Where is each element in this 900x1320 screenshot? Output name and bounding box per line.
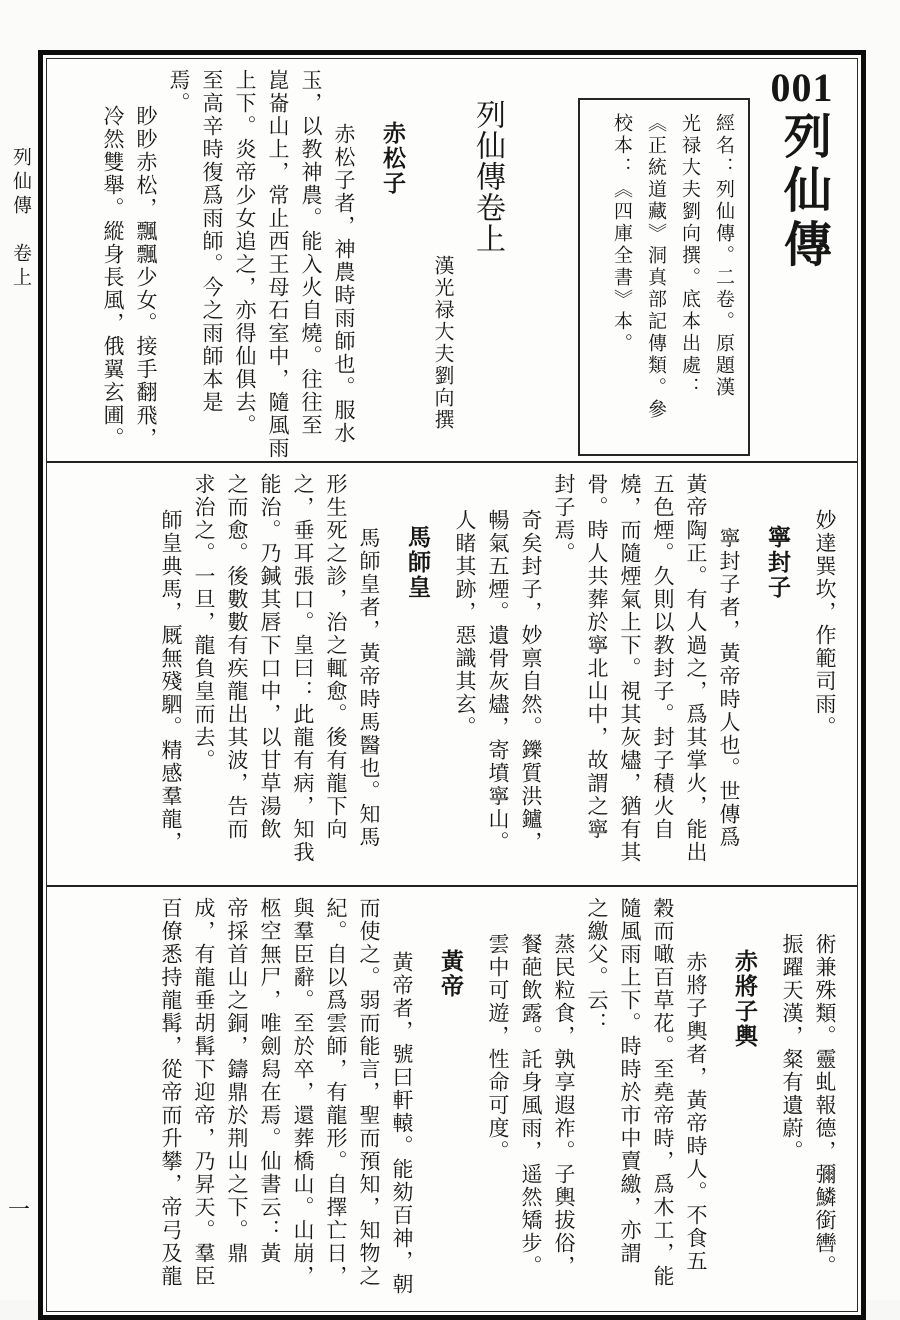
text-column: 寧封子者，黃帝時人也。世傳爲 [717,527,741,849]
text-column: 奇矣封子，妙禀自然。鑠質洪鑪， [519,509,543,854]
text-column: 寧封子 [765,525,790,600]
text-column: 玉，以教神農。能入火自燒。往往至 [299,69,323,437]
text-column: 而使之。弱而能言，聖而預知，知物之 [357,897,381,1288]
text-column: 崑崙山上，常止西王母石室中，隨風雨 [266,69,290,460]
text-column: 黃帝 [438,949,463,999]
text-column: 赤松子者，神農時雨師也。服水 [332,123,356,445]
colophon-columns [580,100,748,454]
column-flow-bottom [158,897,838,1309]
text-column: 求治之。一旦，龍負皇而去。 [192,473,216,772]
colophon-column: 經名：列仙傳。二卷。原題漢 [713,113,734,399]
text-column: 隨風雨上下。時時於市中賣繳，亦謂 [618,897,642,1265]
text-column: 百僚悉持龍髯，從帝而升攀，帝弓及龍 [159,897,183,1288]
text-column: 雲中可遊，性命可度。 [486,933,510,1163]
text-column: 冷然雙舉。縱身長風，俄翼玄圃。 [101,105,125,450]
folio-number: 001 [770,65,834,110]
text-column: 柩空無尸，唯劍舄在焉。仙書云：黃 [258,897,282,1265]
text-column: 五色煙。久則以教封子。封子積火自 [651,473,675,841]
text-column: 馬師皇 [405,525,430,600]
text-column: 焉。 [167,69,191,115]
column-flow-middle [158,473,838,883]
outer-margin [0,0,38,1300]
text-column: 黃帝者，號曰軒轅。能劾百神，朝 [390,951,414,1296]
band-bottom [47,887,857,1311]
text-column: 形生死之診，治之輒愈。後有龍下向 [324,473,348,841]
text-column: 之繳父。云： [585,897,609,1035]
column-flow-top [100,69,509,459]
book-title: 列仙傳 [776,111,830,273]
text-column: 穀而噉百草花。至堯帝時，爲木工，能 [651,897,675,1288]
text-column: 赤將子輿 [732,949,757,1049]
text-column: 蒸民粒食，孰享遐祚。子輿拔俗， [552,933,576,1278]
text-column: 漢光禄大夫劉向撰 [431,255,453,431]
text-column: 列仙傳卷上 [471,99,504,254]
text-column: 封子焉。 [552,473,576,565]
page-border [38,50,866,1320]
colophon-column: 校本：《四庫全書》本。 [611,113,632,355]
text-column: 與羣臣辭。至於卒，還葬橋山。山崩， [291,897,315,1288]
text-column: 紀。自以爲雲師，有龍形。自擇亡日， [324,897,348,1288]
colophon-column: 光禄大夫劉向撰。底本出處： [679,113,700,399]
text-column: 之而愈。後數數有疾龍出其波，告而 [225,473,249,841]
text-column: 人睹其跡，惡識其玄。 [453,509,477,739]
band-top [47,59,857,463]
band-middle [47,463,857,887]
title-cluster [767,67,837,273]
page-number: 一 [8,1197,31,1222]
text-column: 術兼殊類。靈虬報德，彌鱗銜轡。 [813,933,837,1278]
text-column: 之，垂耳張口。皇曰：此龍有病，知我 [291,473,315,864]
text-column: 至高辛時復爲雨師。今之雨師本是 [200,69,224,414]
text-column: 燒，而隨煙氣上下。視其灰燼，猶有其 [618,473,642,864]
text-column: 眇眇赤松，飄飄少女。接手翻飛， [134,105,158,450]
text-column: 妙達巽坎，作範司雨。 [813,509,837,739]
text-column: 赤松子 [380,121,405,196]
text-column: 暢氣五煙。遺骨灰燼，寄墳寧山。 [486,509,510,854]
text-column: 上下。炎帝少女追之，亦得仙俱去。 [233,69,257,437]
text-column: 成，有龍垂胡髯下迎帝，乃昇天。羣臣 [192,897,216,1288]
text-column: 骨。時人共葬於寧北山中，故謂之寧 [585,473,609,841]
running-title: 列仙傳 卷上 [10,147,31,291]
colophon-box [578,98,750,456]
text-column: 赤將子輿者，黃帝時人。不食五 [684,951,708,1273]
text-area [46,58,858,1312]
text-column: 振躍天漢，粲有遺蔚。 [780,933,804,1163]
text-column: 師皇典馬，厩無殘駟。精感羣龍， [159,509,183,854]
text-column: 能治。乃鍼其唇下口中，以甘草湯飲 [258,473,282,841]
text-column: 黃帝陶正。有人過之，爲其掌火，能出 [684,473,708,864]
colophon-column: 《正統道藏》洞真部記傳類。參 [645,113,666,421]
text-column: 帝採首山之銅，鑄鼎於荆山之下。鼎 [225,897,249,1265]
text-column: 馬師皇者，黃帝時馬醫也。知馬 [357,527,381,849]
text-column: 餐葩飲露。託身風雨，遥然矯步。 [519,933,543,1278]
